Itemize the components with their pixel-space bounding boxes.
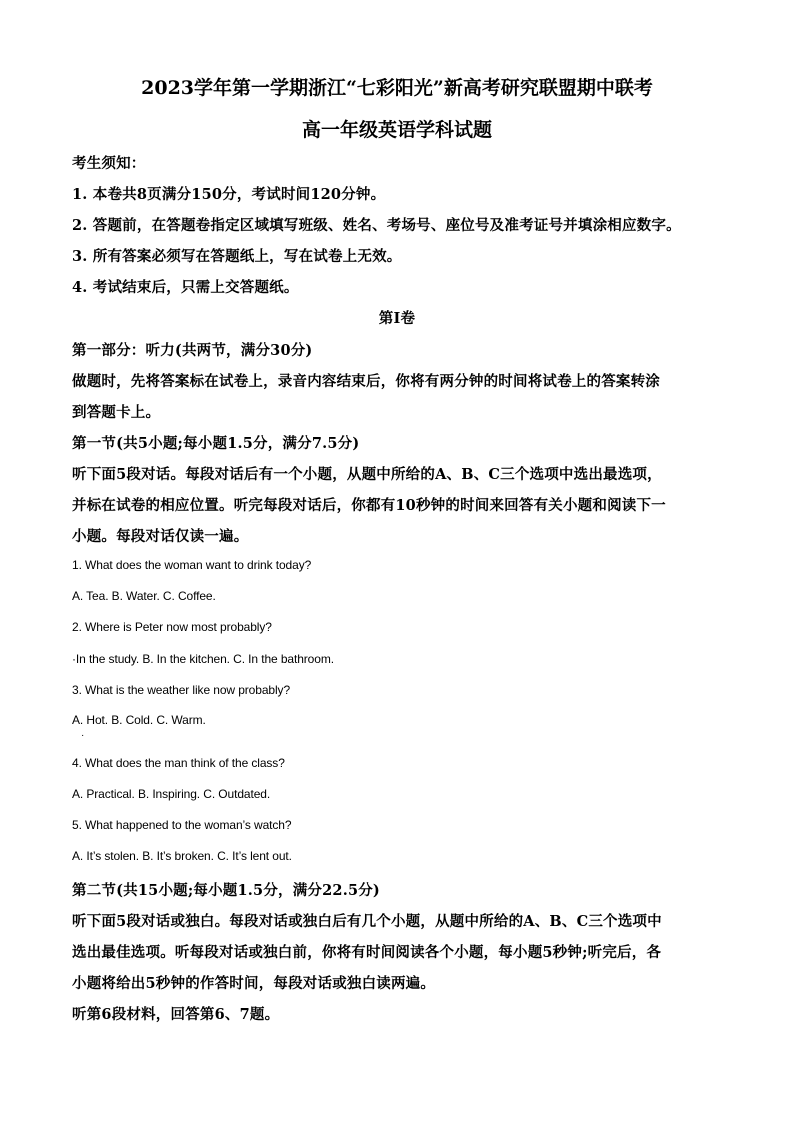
- question-2-options: ·In the study. B. In the kitchen. C. In the bathroom.: [72, 652, 334, 666]
- question-3: 3. What is the weather like now probably?: [72, 683, 291, 697]
- section1-instruction: 小题。每段对话仅读一遍。: [72, 528, 249, 545]
- section1-instruction: 并标在试卷的相应位置。听完每段对话后，你都有10秒钟的时间来回答有关小题和阅读下一: [72, 497, 666, 514]
- stray-dot-mark: ·: [81, 730, 85, 741]
- notice-item: 1. 本卷共8页满分150分，考试时间120分钟。: [72, 186, 386, 203]
- exam-subtitle: 高一年级英语学科试题: [301, 119, 492, 141]
- notice-item: 2. 答题前，在答题卷指定区域填写班级、姓名、考场号、座位号及准考证号并填涂相应数字。: [72, 217, 681, 234]
- question-2: 2. Where is Peter now most probably?: [72, 620, 272, 634]
- question-1-options: A. Tea. B. Water. C. Coffee.: [72, 589, 216, 603]
- section2-instruction: 小题将给出5秒钟的作答时间，每段对话或独白读两遍。: [72, 975, 436, 992]
- part1-heading: 第一部分：听力(共两节，满分30分): [72, 342, 313, 359]
- section2-instruction: 听下面5段对话或独白。每段对话或独白后有几个小题，从题中所给的A、B、C三个选项中: [72, 913, 662, 930]
- section1-heading: 第一节(共5小题;每小题1.5分，满分7.5分): [72, 435, 360, 452]
- question-4-options: A. Practical. B. Inspiring. C. Outdated.: [72, 787, 271, 801]
- section2-heading: 第二节(共15小题;每小题1.5分，满分22.5分): [72, 882, 380, 899]
- question-5: 5. What happened to the woman’s watch?: [72, 818, 292, 832]
- question-3-options: A. Hot. B. Cold. C. Warm.: [72, 713, 206, 727]
- section1-instruction: 听下面5段对话。每段对话后有一个小题，从题中所给的A、B、C三个选项中选出最选项，: [72, 466, 662, 483]
- notice-item: 4. 考试结束后，只需上交答题纸。: [72, 279, 299, 296]
- section2-instruction: 选出最佳选项。听每段对话或独白前，你将有时间阅读各个小题，每小题5秒钟;听完后，各: [72, 944, 662, 961]
- notice-item: 3. 所有答案必须写在答题纸上，写在试卷上无效。: [72, 248, 402, 265]
- volume-label: 第Ⅰ卷: [378, 310, 416, 327]
- part1-instruction: 做题时，先将答案标在试卷上，录音内容结束后，你将有两分钟的时间将试卷上的答案转涂: [72, 373, 660, 390]
- question-5-options: A. It’s stolen. B. It’s broken. C. It’s lent out.: [72, 849, 292, 863]
- notice-heading: 考生须知：: [72, 155, 146, 172]
- part1-instruction: 到答题卡上。: [72, 404, 161, 421]
- material-instruction: 听第6段材料，回答第6、7题。: [72, 1006, 280, 1023]
- exam-title: 2023学年第一学期浙江“七彩阳光”新高考研究联盟期中联考: [141, 77, 653, 99]
- question-4: 4. What does the man think of the class?: [72, 756, 285, 770]
- question-1: 1. What does the woman want to drink today?: [72, 558, 312, 572]
